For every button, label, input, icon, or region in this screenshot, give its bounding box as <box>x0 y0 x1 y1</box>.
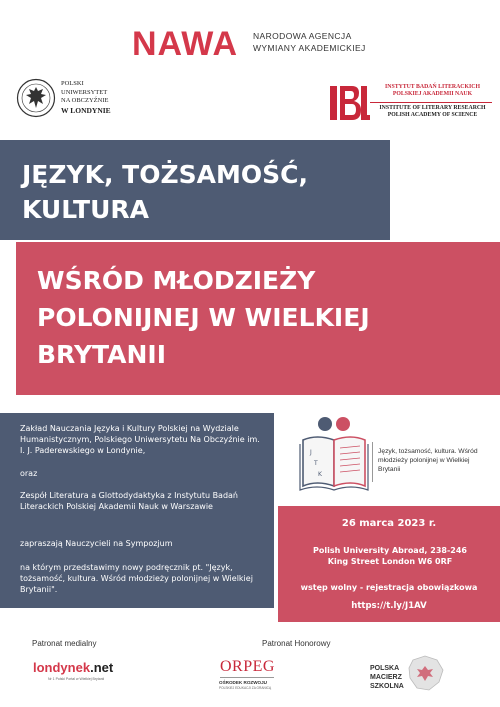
orpeg-divider <box>220 677 274 678</box>
book-caption: Język, tożsamość, kultura. Wśród młodzieży polonijnej w Wielkiej Brytanii <box>378 448 478 473</box>
open-book-icon <box>295 410 375 495</box>
event-venue-line2: King Street London W6 0RF <box>327 557 453 566</box>
honorary-patronage-label: Patronat Honorowy <box>262 639 331 648</box>
title-part-2 <box>37 262 477 373</box>
info-organizer-puno: Zakład Nauczania Języka i Kultury Polskiej na Wydziale Humanistycznym, Polskiego Uniwersytetu Na Obczyźnie im. I. J. Paderewskiego w Londynie, <box>20 424 260 455</box>
nawa-logo: NAWA <box>132 25 238 63</box>
pms-map-emblem-icon <box>405 652 447 694</box>
event-venue-line1: Polish University Abroad, 238-246 <box>313 546 467 555</box>
ibl-name-pl <box>375 84 490 99</box>
londynek-tagline: Nr 1 Polski Portal w Wielkiej Brytanii <box>48 677 105 681</box>
event-entry-note: wstęp wolny - rejestracja obowiązkowa <box>300 583 478 592</box>
event-date: 26 marca 2023 r. <box>341 518 437 529</box>
londynek-main: londynek <box>33 660 91 675</box>
pms-line2: MACIERZ <box>370 674 402 681</box>
orpeg-subtitle-2: POLSKIEJ EDUKACJI ZA GRANICĄ <box>219 686 272 690</box>
londynek-net: .net <box>90 660 114 675</box>
ibl-logo-icon <box>328 80 370 126</box>
pms-name <box>370 664 404 691</box>
puno-eagle-seal-icon <box>16 78 56 118</box>
media-patronage-label: Patronat medialny <box>32 639 97 648</box>
info-and: oraz <box>20 469 38 478</box>
ibl-en-line1: INSTITUTE OF LITERARY RESEARCH <box>379 105 486 111</box>
puno-line2: UNIWERSYTET <box>61 88 108 96</box>
info-book-presentation: na którym przedstawimy nowy podręcznik pt. "Język, tożsamość, kultura. Wśród młodzieży polonijnej w Wielkiej Brytanii". <box>20 563 253 594</box>
orpeg-logo: ORPEG <box>220 658 275 675</box>
book-letter-k: K <box>318 471 322 478</box>
info-organizer-ibl: Zespół Literatura a Glottodydaktyka z Instytutu Badań Literackich Polskiej Akademii Nauk w Warszawie <box>20 491 239 511</box>
book-letter-t: T <box>314 460 318 467</box>
puno-line4: W LONDYNIE <box>61 105 111 115</box>
pms-line1: POLSKA <box>370 665 400 672</box>
ibl-en-line2: POLISH ACADEMY OF SCIENCE <box>387 112 478 119</box>
info-invitation: zapraszają Nauczycieli na Sympozjum <box>20 539 173 548</box>
book-letter-j: J <box>310 449 312 456</box>
title-part-1 <box>22 157 382 227</box>
registration-link[interactable]: https://t.ly/J1AV <box>351 601 427 611</box>
puno-name <box>61 80 111 115</box>
title-line4: POLONIJNEJ W WIELKIEJ <box>37 303 370 332</box>
ibl-divider <box>370 102 492 103</box>
londynek-logo <box>33 660 113 675</box>
nawa-name-line2: WYMIANY AKADEMICKIEJ <box>253 43 366 53</box>
ibl-pl-line1: INSTYTUT BADAŃ LITERACKICH <box>385 84 480 90</box>
puno-line3: NA OBCZYŹNIE <box>61 97 109 105</box>
ibl-name-en <box>375 105 490 120</box>
title-line3: WŚRÓD MŁODZIEŻY <box>37 266 316 295</box>
nawa-name-line1: NARODOWA AGENCJA <box>253 31 352 41</box>
title-line1: JĘZYK, TOŻSAMOŚĆ, <box>22 160 308 189</box>
event-venue <box>290 545 490 567</box>
title-line2: KULTURA <box>22 195 149 224</box>
nawa-name <box>253 30 366 54</box>
puno-line1: POLSKI <box>61 80 84 87</box>
ibl-pl-line2: POLSKIEJ AKADEMII NAUK <box>392 91 473 98</box>
title-line5: BRYTANII <box>37 340 167 369</box>
orpeg-subtitle: OŚRODEK ROZWOJU <box>219 680 267 685</box>
pms-line3: SZKOLNA <box>370 683 404 690</box>
book-caption-divider <box>372 442 373 482</box>
